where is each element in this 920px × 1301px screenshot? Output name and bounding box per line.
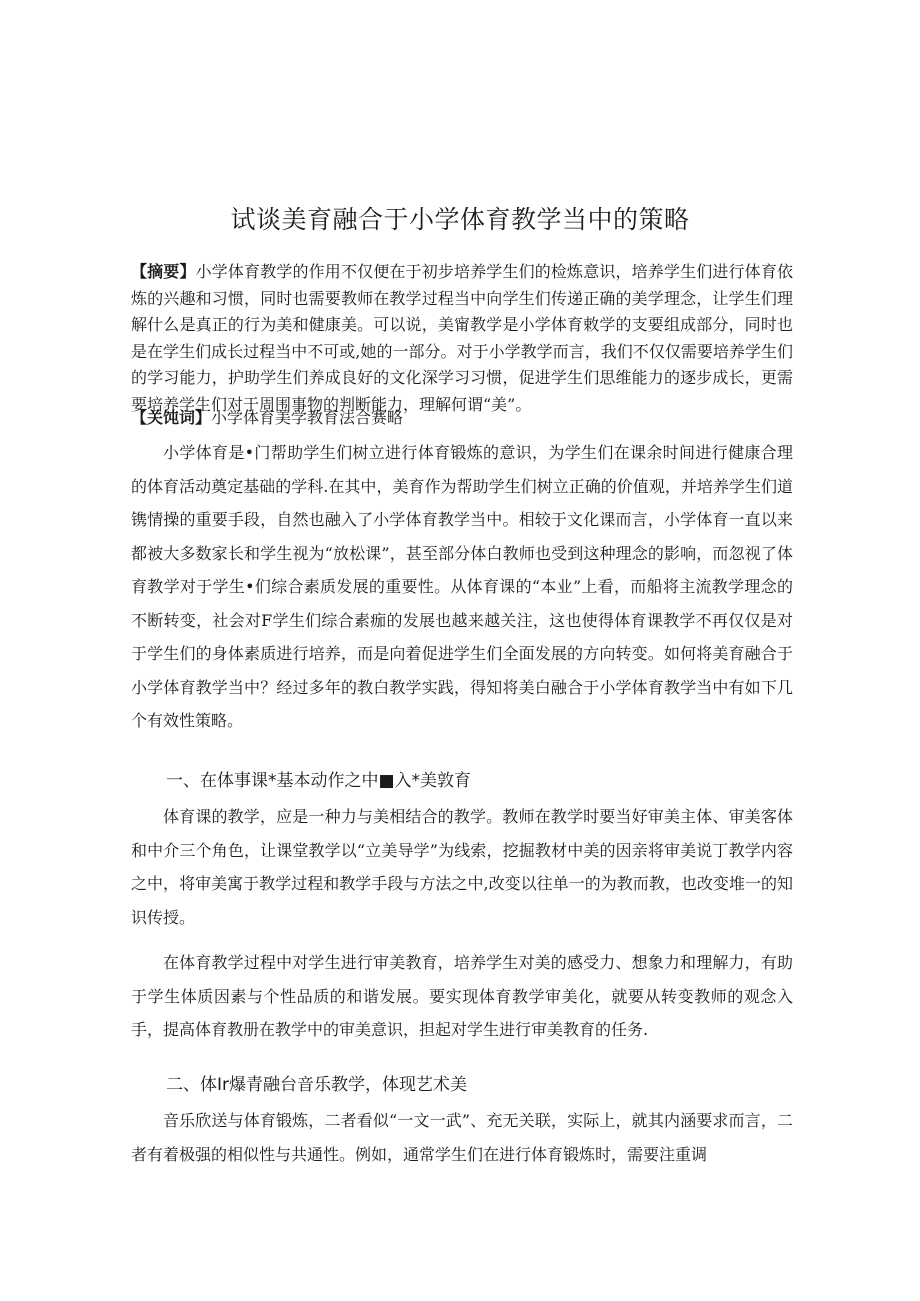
abstract-label: 【摘要】: [131, 262, 196, 281]
abstract: [131, 259, 793, 418]
section2-paragraph-1: 音乐欣送与体育锻炼，二者看似“一文一武”、充无关联，实际上，就其内涵要求而言，二者有着极强的相似性与共通性。例如，通常学生们在进行体育锻炼时，需要注重调: [131, 1111, 793, 1164]
section1-heading: 一、在体事课*基本动作之中■入*美敦育: [166, 771, 472, 791]
section1-paragraph-1: 体育课的教学，应是一种力与美相结合的教学。教师在教学时要当好审美主体、审美客体和中介三个角色，让课堂教学以“立美导学”为线索，挖掘教材中美的因亲将审美说丁教学内容之中，将审美寓于教学过程和教学手段与方法之中,改变以往单一的为教而教，也改变堆一的知识传授。: [131, 807, 793, 927]
keywords-text: 小学体育美学教育法合赛略: [211, 408, 404, 427]
intro-paragraph: 小学体育是•门帮助学生们树立进行体育锻炼的意识，为学生们在课余时间进行健康合理的体育活动奠定基础的学科.在其中，美育作为帮助学生们树立正确的价值观，并培养学生们道镌情操的重要手段，自然也融入了小学体育教学当中。相较于文化课而言，小学体育一直以来都被大多数家长和学生视为“放松课”，甚至部分体白教师也受到这种理念的影响，而忽视了体育教学对于学生•们综合素质发展的重要性。从体育课的“本业”上看，而船将主流教学理念的不断转变，社会对F学生们综合素痂的发展也越来越关注，这也使得体育课教学不再仅仅是对于学生们的身体素质进行培养，而是向着促进学生们全面发展的方向转变。如何将美育融合于小学体育教学当中？经过多年的教白教学实践，得知将美白融合于小学体育教学当中有如下几个有效性策略。: [131, 443, 793, 730]
abstract-text: 小学体育教学的作用不仅便在于初步培养学生们的检炼意识，培养学生们进行体育依炼的兴趣和习惯，同时也需要教师在教学过程当中向学生们传递正确的美学理念，让学生们理解什么是真正的行为美和健康美。可以说，美甯教学是小学体育敕学的支要组成部分，同时也是在学生们成长过程当中不可或,她的一部分。对于小学教学而言，我们不仅仅需要培养学生们的学习能力，护助学生们养成良好的文化深学习习惯，促进学生们思维能力的逐步成长，更需要培养学生们对于周围事物的判断能力，理解何谓“美”。: [131, 262, 793, 414]
keywords-label: 【关饨词】: [131, 408, 212, 427]
keywords: [131, 405, 793, 431]
section1-paragraph-2: 在体育教学过程中对学生进行审美教育，培养学生对美的感受力、想象力和理解力，有助于学生体质因素与个性品质的和谐发展。要实现体育教学审美化，就要从转变教师的观念入手，提高体育教册在教学中的审美意识，担起对学生进行审美教育的任务.: [131, 953, 793, 1039]
document-title: 试谈美育融合于小学体育教学当中的策略: [230, 205, 690, 234]
section2-heading: 二、体Ir爆青融台音乐教学，体现艺术美: [166, 1075, 468, 1095]
